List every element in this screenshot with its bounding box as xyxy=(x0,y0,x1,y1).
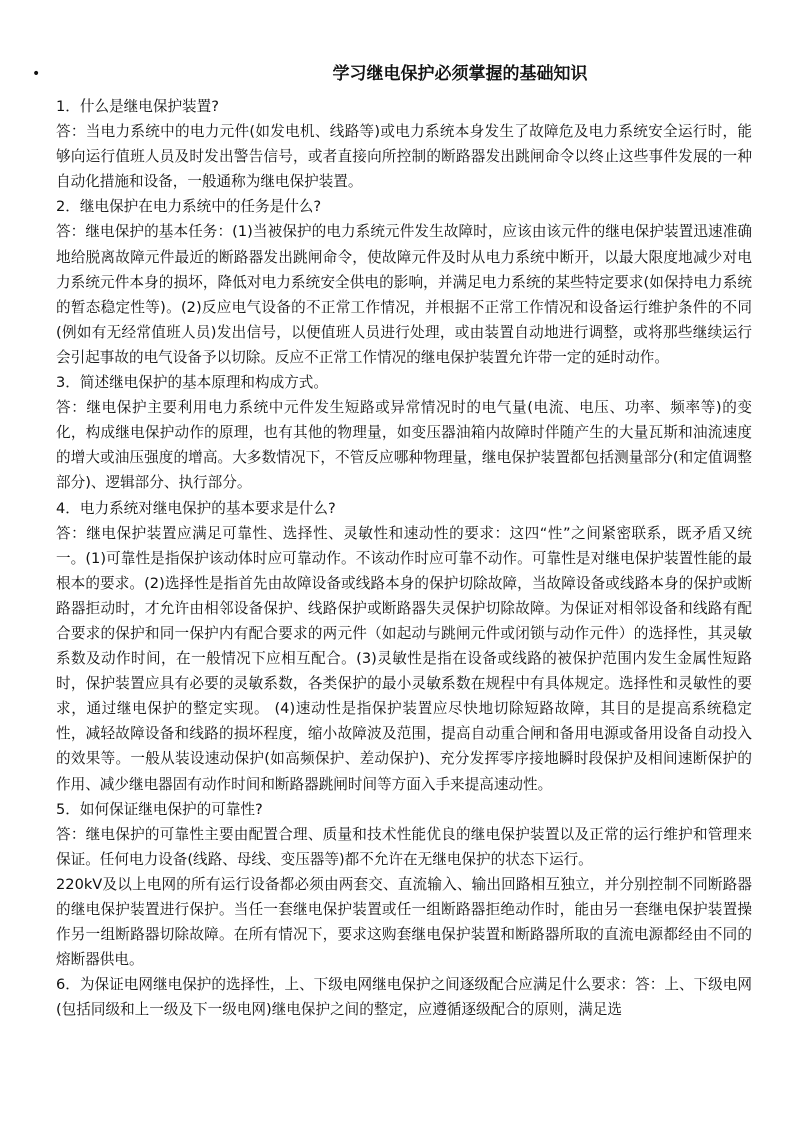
answer-1: 答：当电力系统中的电力元件(如发电机、线路等)或电力系统本身发生了故障危及电力系统安全运行时，能够向运行值班人员及时发出警告信号，或者直接向所控制的断路器发出跳闸命令以终止这些事件发展的一种自动化措施和设备，一般通称为继电保护装置。 xyxy=(56,123,752,191)
answer-5: 答：继电保护的可靠性主要由配置合理、质量和技术性能优良的继电保护装置以及正常的运行维护和管理来保证。任何电力设备(线路、母线、变压器等)都不允许在无继电保护的状态下运行。 xyxy=(56,825,752,868)
question-2: 2．继电保护在电力系统中的任务是什么? xyxy=(56,198,322,216)
answer-2: 答：继电保护的基本任务：(1)当被保护的电力系统元件发生故障时，应该由该元件的继电保护装置迅速准确地给脱离故障元件最近的断路器发出跳闸命令，使故障元件及时从电力系统中断开，以最大限度地减少对电力系统元件本身的损坏，降低对电力系统安全供电的影响，并满足电力系统的某些特定要求(如保持电力系统的暂态稳定性等)。(2)反应电气设备的不正常工作情况，并根据不正常工作情况和设备运行维护条件的不同(例如有无经常值班人员)发出信号，以便值班人员进行处理，或由装置自动地进行调整，或将那些继续运行会引起事故的电气设备予以切除。反应不正常工作情况的继电保护装置允许带一定的延时动作。 xyxy=(56,223,752,366)
question-4: 4．电力系统对继电保护的基本要求是什么? xyxy=(56,499,336,517)
question-6: 6．为保证电网继电保护的选择性，上、下级电网继电保护之间逐级配合应满足什么要求：答：上、下级电网(包括同级和上一级及下一级电网)继电保护之间的整定，应遵循逐级配合的原则，满足选 xyxy=(56,976,752,1019)
question-3: 3．简述继电保护的基本原理和构成方式。 xyxy=(56,374,328,392)
question-5: 5．如何保证继电保护的可靠性? xyxy=(56,800,263,818)
document-title: 学习继电保护必须掌握的基础知识 xyxy=(332,64,588,84)
answer-4: 答：继电保护装置应满足可靠性、选择性、灵敏性和速动性的要求：这四“性”之间紧密联系，既矛盾又统一。(1)可靠性是指保护该动体时应可靠动作。不该动作时应可靠不动作。可靠性是对继电保护装置性能的最根本的要求。(2)选择性是指首先由故障设备或线路本身的保护切除故障，当故障设备或线路本身的保护或断路器拒动时，才允许由相邻设备保护、线路保护或断路器失灵保护切除故障。为保证对相邻设备和线路有配合要求的保护和同一保护内有配合要求的两元件（如起动与跳闸元件或闭锁与动作元件）的选择性，其灵敏系数及动作时间，在一般情况下应相互配合。(3)灵敏性是指在设备或线路的被保护范围内发生金属性短路时，保护装置应具有必要的灵敏系数，各类保护的最小灵敏系数在规程中有具体规定。选择性和灵敏性的要求，通过继电保护的整定实现。 (4)速动性是指保护装置应尽快地切除短路故障，其目的是提高系统稳定性，减轻故障设备和线路的损坏程度，缩小故障波及范围，提高自动重合闸和备用电源或备用设备自动投入的效果等。一般从装设速动保护(如高频保护、差动保护)、充分发挥零序接地瞬时段保护及相间速断保护的作用、减少继电器固有动作时间和断路器跳闸时间等方面入手来提高速动性。 xyxy=(56,524,752,793)
answer-3: 答：继电保护主要利用电力系统中元件发生短路或异常情况时的电气量(电流、电压、功率、频率等)的变化，构成继电保护动作的原理，也有其他的物理量，如变压器油箱内故障时伴随产生的大量瓦斯和油流速度的增大或油压强度的增高。大多数情况下，不管反应哪种物理量，继电保护装置都包括测量部分(和定值调整部分)、逻辑部分、执行部分。 xyxy=(56,399,752,492)
document-body xyxy=(56,94,752,1022)
question-1: 1．什么是继电保护装置? xyxy=(56,98,219,115)
answer-5-continued: 220kV及以上电网的所有运行设备都必须由两套交、直流输入、输出回路相互独立，并分别控制不同断路器的继电保护装置进行保护。当任一套继电保护装置或任一组断路器拒绝动作时，能由另一套继电保护装置操作另一组断路器切除故障。在所有情况下，要求这购套继电保护装置和断路器所取的直流电源都经由不同的熔断器供电。 xyxy=(56,875,752,969)
bullet-marker: • xyxy=(32,66,41,82)
